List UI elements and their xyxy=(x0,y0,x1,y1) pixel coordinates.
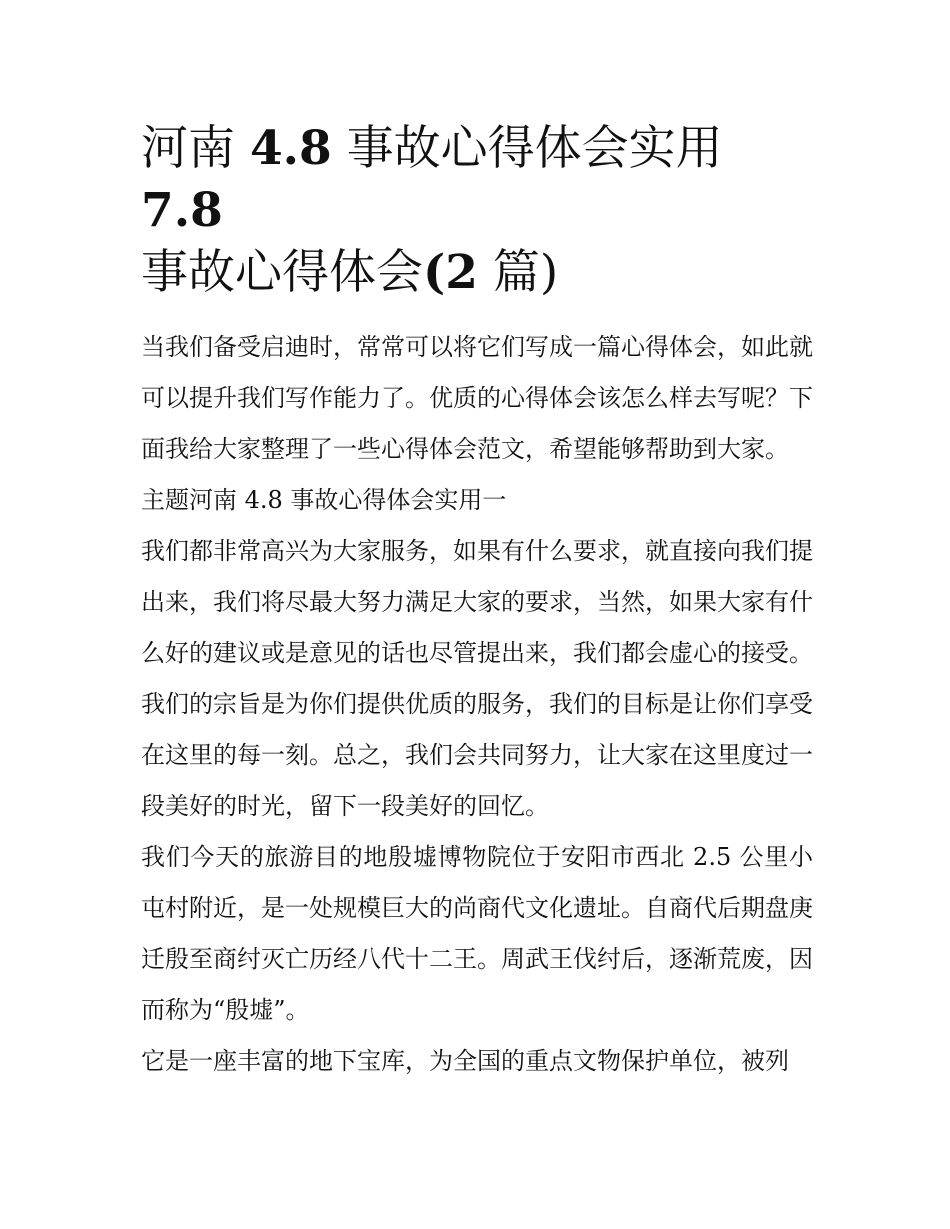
yinxu-paragraph: 我们今天的旅游目的地殷墟博物院位于安阳市西北 2.5 公里小屯村附近，是一处规模巨大的尚商代文化遗址。自商代后期盘庚迁殷至商纣灭亡历经八代十二王。周武王伐纣后，逐渐荒废，因而称为“殷墟”。 xyxy=(141,843,813,1024)
treasure-paragraph: 它是一座丰富的地下宝库，为全国的重点文物保护单位，被列 xyxy=(141,1047,789,1075)
document-title xyxy=(141,118,813,304)
title-part-2: 事故心得体会实用 xyxy=(346,121,723,176)
title-number-1: 4.8 xyxy=(249,121,332,176)
title-number-2: 7.8 xyxy=(141,183,223,238)
intro-paragraph: 当我们备受启迪时，常常可以将它们写成一篇心得体会，如此就可以提升我们写作能力了。优质的心得体会该怎么样去写呢？下面我给大家整理了一些心得体会范文，希望能够帮助到大家。 xyxy=(141,333,813,463)
section-heading: 主题河南 4.8 事故心得体会实用一 xyxy=(141,486,507,514)
title-part-4: (2 xyxy=(423,245,478,300)
service-paragraph: 我们都非常高兴为大家服务，如果有什么要求，就直接向我们提出来，我们将尽最大努力满足大家的要求，当然，如果大家有什么好的建议或是意见的话也尽管提出来，我们都会虚心的接受。我们的宗旨是为你们提供优质的服务，我们的目标是让你们享受在这里的每一刻。总之，我们会共同努力，让大家在这里度过一段美好的时光，留下一段美好的回忆。 xyxy=(141,537,813,820)
document-page xyxy=(141,118,813,1087)
title-part-3: 事故心得体会 xyxy=(141,245,423,300)
title-part-1: 河南 xyxy=(141,121,235,176)
title-part-5: 篇) xyxy=(492,245,559,300)
